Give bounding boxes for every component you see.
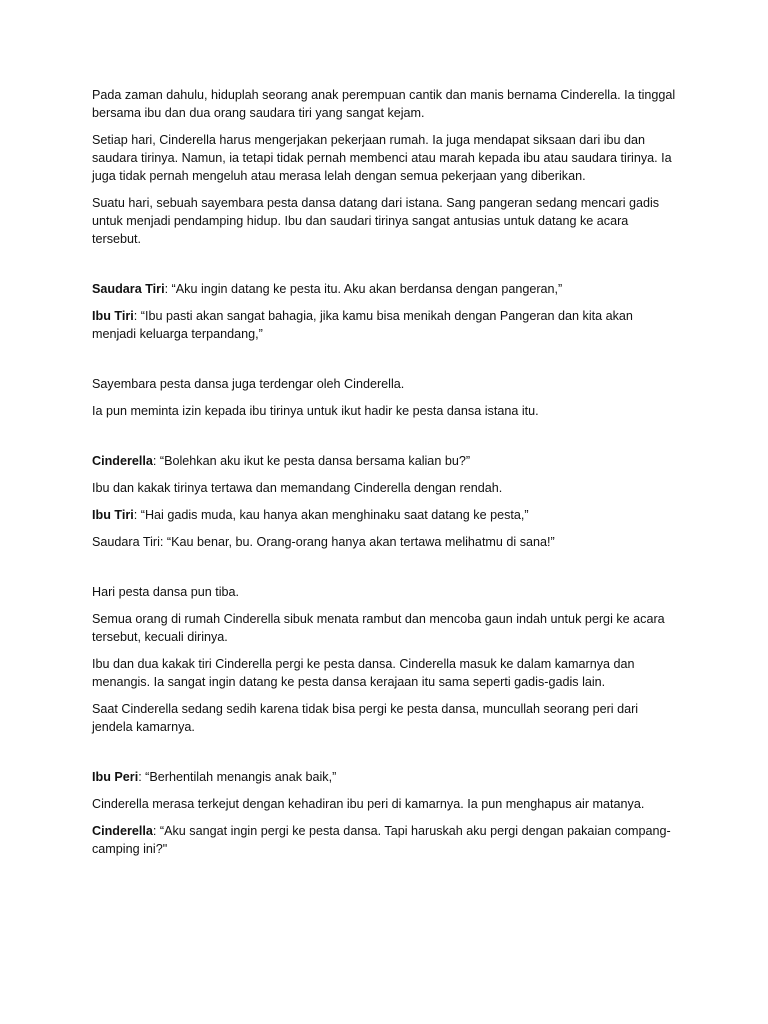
narrative-paragraph [92, 194, 676, 248]
paragraph-text: Hari pesta dansa pun tiba. [92, 585, 240, 599]
dialogue-paragraph [92, 280, 676, 298]
speaker-name: Cinderella [92, 824, 153, 838]
speaker-name: Ibu Tiri [92, 309, 134, 323]
paragraph-text: Suatu hari, sebuah sayembara pesta dansa datang dari istana. Sang pangeran sedang mencari gadis untuk menjadi pendamping hidup. Ibu dan saudari tirinya sangat antusias untuk datang ke acara tersebut. [92, 196, 660, 246]
speaker-name: Saudara Tiri [92, 282, 165, 296]
dialogue-paragraph [92, 452, 676, 470]
narrative-paragraph [92, 375, 676, 393]
paragraph-text: Ia pun meminta izin kepada ibu tirinya untuk ikut hadir ke pesta dansa istana itu. [92, 404, 539, 418]
narrative-paragraph [92, 479, 676, 497]
paragraph-spacer [92, 429, 676, 452]
dialogue-paragraph [92, 307, 676, 343]
paragraph-text: Semua orang di rumah Cinderella sibuk menata rambut dan mencoba gaun indah untuk pergi ke acara tersebut, kecuali dirinya. [92, 612, 665, 644]
paragraph-spacer [92, 257, 676, 280]
narrative-paragraph [92, 402, 676, 420]
paragraph-text: : “Aku sangat ingin pergi ke pesta dansa. Tapi haruskah aku pergi dengan pakaian compang-camping ini?" [92, 824, 671, 856]
narrative-paragraph [92, 655, 676, 691]
narrative-paragraph [92, 131, 676, 185]
paragraph-text: Cinderella merasa terkejut dengan kehadiran ibu peri di kamarnya. Ia pun menghapus air matanya. [92, 797, 645, 811]
dialogue-paragraph [92, 506, 676, 524]
dialogue-paragraph [92, 822, 676, 858]
paragraph-text: : “Berhentilah menangis anak baik,” [138, 770, 337, 784]
paragraph-text: Sayembara pesta dansa juga terdengar oleh Cinderella. [92, 377, 405, 391]
narrative-paragraph [92, 533, 676, 551]
paragraph-text: : “Aku ingin datang ke pesta itu. Aku akan berdansa dengan pangeran,” [164, 282, 563, 296]
paragraph-spacer [92, 352, 676, 375]
dialogue-paragraph [92, 768, 676, 786]
paragraph-text: : “Bolehkan aku ikut ke pesta dansa bersama kalian bu?” [152, 454, 471, 468]
paragraph-text: Ibu dan kakak tirinya tertawa dan memandang Cinderella dengan rendah. [92, 481, 503, 495]
paragraph-text: : “Ibu pasti akan sangat bahagia, jika kamu bisa menikah dengan Pangeran dan kita akan menjadi keluarga terpandang,” [92, 309, 633, 341]
paragraph-spacer [92, 745, 676, 768]
speaker-name: Ibu Tiri [92, 508, 134, 522]
narrative-paragraph [92, 583, 676, 601]
narrative-paragraph [92, 795, 676, 813]
speaker-name: Cinderella [92, 454, 153, 468]
narrative-paragraph [92, 86, 676, 122]
narrative-paragraph [92, 610, 676, 646]
paragraph-text: Pada zaman dahulu, hiduplah seorang anak perempuan cantik dan manis bernama Cinderella. Ia tinggal bersama ibu dan dua orang saudara tiri yang sangat kejam. [92, 88, 676, 120]
paragraph-text: Saat Cinderella sedang sedih karena tidak bisa pergi ke pesta dansa, muncullah seorang peri dari jendela kamarnya. [92, 702, 639, 734]
paragraph-text: Saudara Tiri: “Kau benar, bu. Orang-orang hanya akan tertawa melihatmu di sana!” [92, 535, 555, 549]
speaker-name: Ibu Peri [92, 770, 139, 784]
paragraph-text: Setiap hari, Cinderella harus mengerjakan pekerjaan rumah. Ia juga mendapat siksaan dari ibu dan saudara tirinya. Namun, ia tetapi tidak pernah membenci atau marah kepada ibu atau saudara tirinya. Ia juga tidak pernah mengeluh atau merasa lelah dengan semua pekerjaan yang diberikan. [92, 133, 672, 183]
paragraph-spacer [92, 560, 676, 583]
paragraph-text: : “Hai gadis muda, kau hanya akan menghinaku saat datang ke pesta,” [133, 508, 529, 522]
document-body [92, 86, 676, 858]
paragraph-text: Ibu dan dua kakak tiri Cinderella pergi ke pesta dansa. Cinderella masuk ke dalam kamarnya dan menangis. Ia sangat ingin datang ke pesta dansa kerajaan itu sama seperti gadis-gadis lain. [92, 657, 635, 689]
narrative-paragraph [92, 700, 676, 736]
